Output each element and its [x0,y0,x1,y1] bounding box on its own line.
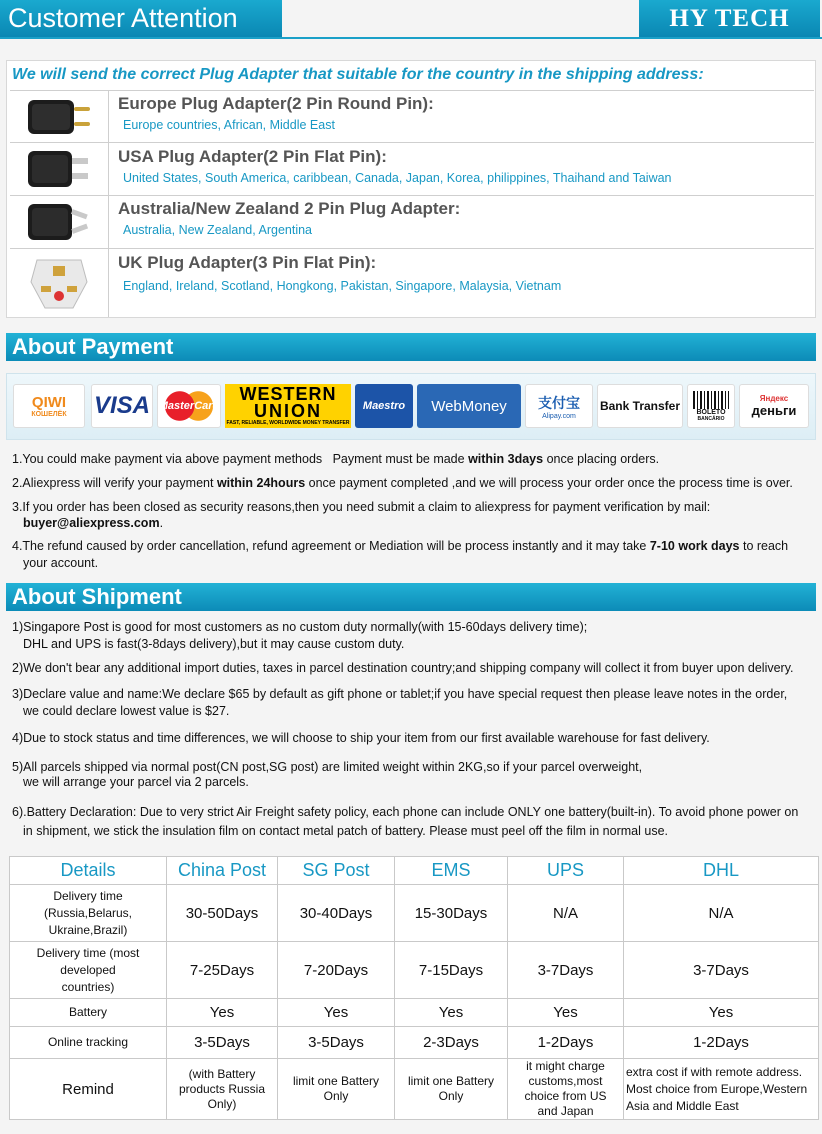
europe-plug-image [10,91,109,142]
payment-note-3: 3.If you order has been closed as security reasons,then you need submit a claim to aliexpress for payment verification by mail: [12,500,711,514]
australia-plug-image [10,196,109,248]
barcode-icon [693,391,729,409]
table-row [10,1027,819,1059]
yandex-top-label: Яндекс [759,394,789,403]
uk-plug-image [10,249,109,317]
table-cell: Yes [508,999,624,1027]
plug-countries-uk: England, Ireland, Scotland, Hongkong, Pakistan, Singapore, Malaysia, Vietnam [123,279,562,293]
table-row [10,1059,819,1120]
payment-note-1-b: Payment must be made [332,452,469,466]
payment-note-2-c: once payment completed ,and we will process your order once the process time is over. [305,476,793,490]
payment-note-1-a: 1.You could make payment via above payment methods [12,452,323,466]
boleto-label: BOLETO [696,408,726,416]
usa-plug-image [10,143,109,195]
mastercard-logo: MasterCard [157,384,221,428]
table-cell: 3-7Days [508,942,624,999]
western-union-tagline: FAST, RELIABLE, WORLDWIDE MONEY TRANSFER [226,420,350,426]
bank-transfer-logo: Bank Transfer [597,384,683,428]
shipment-note-5-cont: we will arrange your parcel via 2 parcels. [23,775,249,789]
shipment-section-header: About Shipment [6,583,816,611]
payment-note-1-c: within 3days [468,452,544,466]
plug-countries-australia: Australia, New Zealand, Argentina [123,223,312,237]
payment-logos [6,373,816,440]
boleto-logo [687,384,735,428]
table-row [10,942,819,999]
table-row [10,999,819,1027]
table-cell: 1-2Days [508,1027,624,1059]
payment-note-4-cont: your account. [23,556,99,570]
table-cell: limit one Battery Only [395,1059,508,1120]
table-cell: 30-40Days [278,885,395,942]
table-header: EMS [395,857,508,885]
table-cell: Yes [395,999,508,1027]
table-header: DHL [624,857,819,885]
plug-countries-europe: Europe countries, African, Middle East [123,118,335,132]
table-row-label: Online tracking [10,1027,167,1059]
payment-note-2 [12,476,793,490]
plug-title-usa: USA Plug Adapter(2 Pin Flat Pin): [118,147,387,166]
payment-note-4-c: to reach [739,539,789,553]
table-cell: Yes [167,999,278,1027]
plug-countries-usa: United States, South America, caribbean, Canada, Japan, Korea, philippines, Thaihand and Taiwan [123,171,672,185]
shipment-note-2: 2)We don't bear any additional import duties, taxes in parcel destination country;and shipping company will collect it from buyer upon delivery. [12,661,794,675]
table-header: UPS [508,857,624,885]
plug-row-uk [10,248,814,317]
payment-note-1-d: once placing orders. [543,452,660,466]
table-cell: Yes [278,999,395,1027]
payment-section-header: About Payment [6,333,816,361]
western-union-bottom: UNION [254,401,322,421]
page-title: Customer Attention [0,0,282,37]
table-cell: N/A [508,885,624,942]
brand-logo: HY TECH [639,0,820,37]
shipment-note-5: 5)All parcels shipped via normal post(CN post,SG post) are limited weight within 2KG,so if your parcel overweight, [12,760,643,774]
shipment-note-4: 4)Due to stock status and time differences, we will choose to ship your item from our first available warehouse for fast delivery. [12,731,710,745]
table-row [10,885,819,942]
table-header: China Post [167,857,278,885]
alipay-logo [525,384,593,428]
payment-note-2-b: within 24hours [216,476,306,490]
boleto-sub-label: BANCÁRIO [697,415,725,422]
table-cell: 7-20Days [278,942,395,999]
plug-title-uk: UK Plug Adapter(3 Pin Flat Pin): [118,253,377,272]
table-header: SG Post [278,857,395,885]
payment-note-3-email [23,516,163,530]
table-cell: N/A [624,885,819,942]
table-cell: (with Battery products Russia Only) [167,1059,278,1120]
yandex-bottom-label: деньги [751,403,797,418]
shipment-note-3: 3)Declare value and name:We declare $65 by default as gift phone or tablet;if you have special request then please leave notes in the order, [12,687,788,701]
shipment-note-1-cont: DHL and UPS is fast(3-8days delivery),but it may cause custom duty. [23,637,405,651]
table-cell: extra cost if with remote address. Most choice from Europe,Western Asia and Middle East [624,1059,819,1120]
table-cell: 15-30Days [395,885,508,942]
table-row-label: Battery [10,999,167,1027]
table-cell: 2-3Days [395,1027,508,1059]
plug-row-europe [10,90,814,142]
table-cell: 7-15Days [395,942,508,999]
payment-note-4 [12,539,788,553]
payment-note-4-a: 4.The refund caused by order cancellation, refund agreement or Mediation will be process instantly and it may take [12,539,650,553]
table-cell: Yes [624,999,819,1027]
plug-row-usa [10,142,814,195]
shipping-table [9,856,819,1120]
webmoney-logo: WebMoney [417,384,521,428]
plug-heading: We will send the correct Plug Adapter that suitable for the country in the shipping address: [12,66,704,83]
shipment-note-1: 1)Singapore Post is good for most customers as no custom duty normally(with 15-60days delivery time); [12,620,588,634]
plug-row-australia [10,195,814,248]
qiwi-sub-label: КОШЕЛЁК [31,411,67,418]
table-cell: 3-5Days [167,1027,278,1059]
plug-title-europe: Europe Plug Adapter(2 Pin Round Pin): [118,94,434,113]
western-union-logo [225,384,351,428]
alipay-label: 支付宝 [538,394,580,411]
shipment-note-6-cont: in shipment, we stick the insulation film on contact metal patch of battery. Please must peel off the film in normal use. [23,824,668,838]
payment-note-2-a: 2.Aliexpress will verify your payment [12,476,217,490]
table-header: Details [10,857,167,885]
table-cell: 3-7Days [624,942,819,999]
maestro-logo: Maestro [355,384,413,428]
payment-note-1 [12,452,659,466]
table-cell: limit one Battery Only [278,1059,395,1120]
table-row-label: Remind [10,1059,167,1120]
qiwi-label: QIWI [31,394,67,411]
table-row-label: Delivery time (most developed countries) [10,942,167,999]
table-cell: 3-5Days [278,1027,395,1059]
yandex-money-logo [739,384,809,428]
payment-note-3-end: . [159,516,164,530]
header-divider [0,37,822,39]
table-row-label: Delivery time (Russia,Belarus, Ukraine,Brazil) [10,885,167,942]
table-cell: 30-50Days [167,885,278,942]
shipment-note-3-cont: we could declare lowest value is $27. [23,704,230,718]
western-union-top: WESTERN [239,384,337,404]
table-cell: it might charge customs,most choice from US and Japan [508,1059,624,1120]
table-header-row [10,857,819,885]
payment-note-4-b: 7-10 work days [649,539,740,553]
visa-logo: VISA [91,384,153,428]
shipment-note-6: 6).Battery Declaration: Due to very strict Air Freight safety policy, each phone can include ONLY one battery(built-in). To avoid phone power on [12,805,799,819]
alipay-sub-label: Alipay.com [542,412,576,420]
qiwi-logo [13,384,85,428]
plug-title-australia: Australia/New Zealand 2 Pin Plug Adapter: [118,199,461,218]
table-cell: 7-25Days [167,942,278,999]
payment-email: buyer@aliexpress.com [23,516,160,530]
table-cell: 1-2Days [624,1027,819,1059]
